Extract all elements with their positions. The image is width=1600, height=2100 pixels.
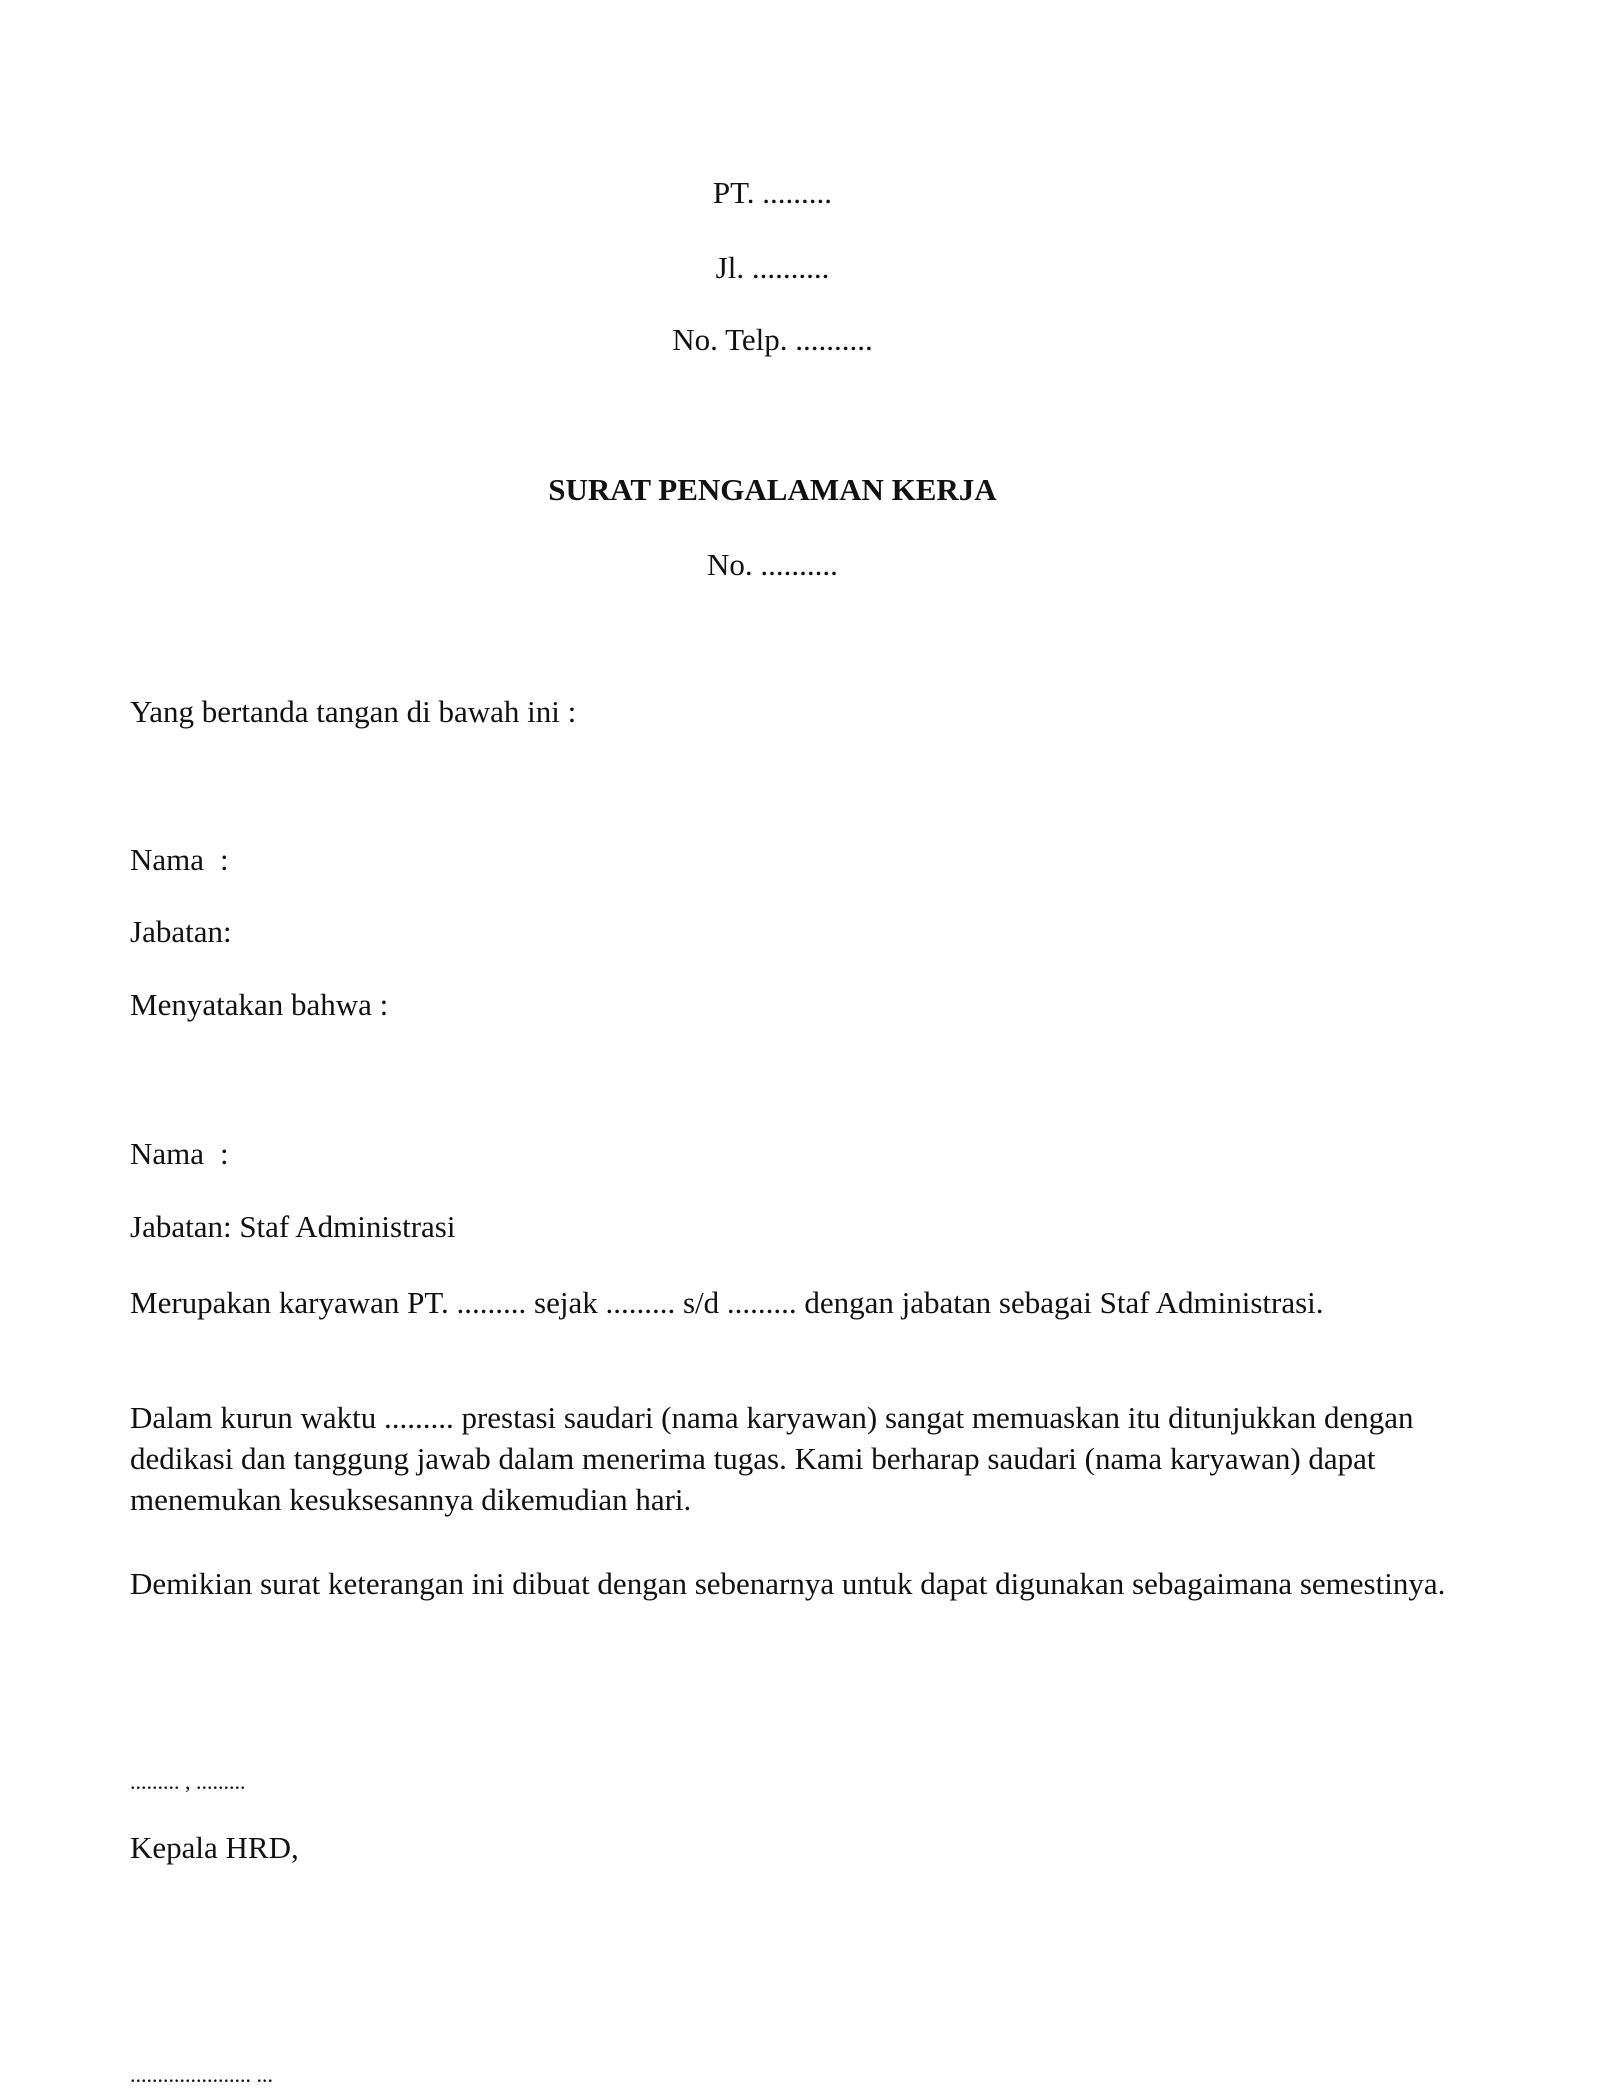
company-address: Jl. .......... bbox=[715, 250, 830, 285]
signer-name-colon: : bbox=[220, 842, 229, 877]
statement-text: Menyatakan bahwa : bbox=[130, 987, 389, 1022]
signer-name-label: Nama bbox=[130, 842, 205, 877]
performance-paragraph: Dalam kurun waktu ......... prestasi saudari (nama karyawan) sangat memuaskan itu ditunjukkan dengan dedikasi dan tanggung jawab dalam menerima tugas. Kami berharap saudari (nama karyawan) dapat menemukan kesuksesannya dikemudian hari. bbox=[130, 1400, 1414, 1517]
employee-name-row bbox=[130, 1134, 229, 1174]
employee-name-label: Nama bbox=[130, 1136, 205, 1171]
signer-title: Kepala HRD, bbox=[130, 1830, 299, 1865]
letter-number: No. .......... bbox=[707, 547, 838, 582]
signer-position-label: Jabatan: bbox=[130, 914, 232, 949]
place-date: ......... , ......... bbox=[130, 1769, 246, 1794]
intro-text: Yang bertanda tangan di bawah ini : bbox=[130, 694, 577, 729]
employment-paragraph: Merupakan karyawan PT. ......... sejak ......... s/d ......... dengan jabatan sebagai Staf Administrasi. bbox=[130, 1285, 1324, 1320]
letter-title: SURAT PENGALAMAN KERJA bbox=[548, 472, 997, 507]
employee-position-line: Jabatan: Staf Administrasi bbox=[130, 1209, 456, 1244]
company-phone: No. Telp. .......... bbox=[672, 322, 873, 357]
company-name: PT. ......... bbox=[712, 175, 833, 210]
closing-paragraph: Demikian surat keterangan ini dibuat dengan sebenarnya untuk dapat digunakan sebagaimana semestinya. bbox=[130, 1566, 1446, 1601]
employee-name-colon: : bbox=[220, 1136, 229, 1171]
signer-name-row bbox=[130, 840, 229, 880]
signature-line: ...................... ... bbox=[130, 2062, 273, 2087]
